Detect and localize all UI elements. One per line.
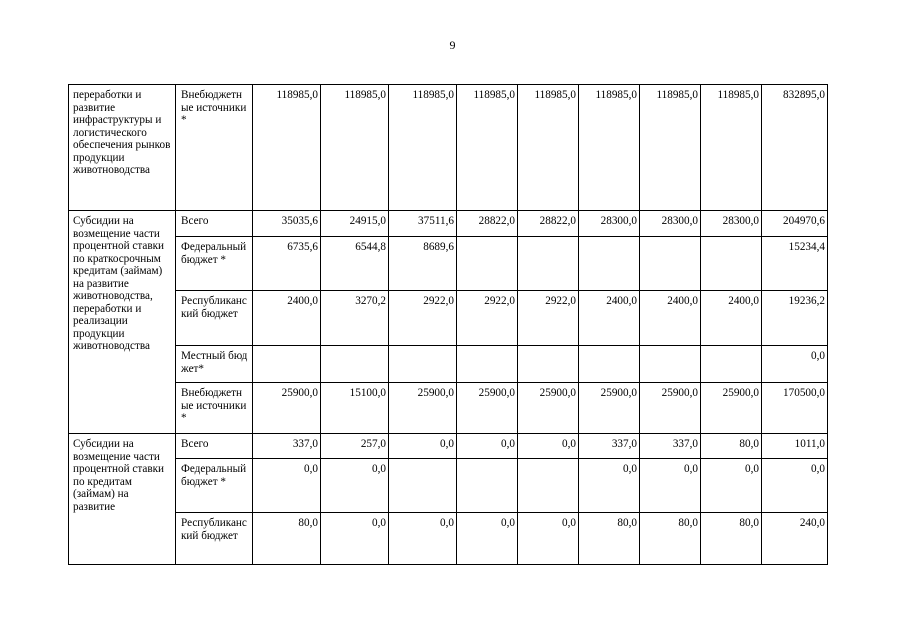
value-cell: 3270,2 (321, 291, 389, 346)
budget-table (68, 84, 828, 565)
total-value-cell: 15234,4 (762, 237, 828, 291)
funding-source-cell: Внебюджетные источники* (176, 383, 253, 434)
value-cell: 6544,8 (321, 237, 389, 291)
funding-source-cell: Республиканский бюджет (176, 513, 253, 565)
funding-source-cell: Внебюджетные источники* (176, 85, 253, 211)
table-row (69, 237, 828, 291)
table-body (69, 85, 828, 565)
funding-source-cell: Всего (176, 211, 253, 237)
value-cell: 118985,0 (518, 85, 579, 211)
total-value-cell: 1011,0 (762, 434, 828, 459)
table-row (69, 513, 828, 565)
total-value-cell: 240,0 (762, 513, 828, 565)
value-cell: 28300,0 (579, 211, 640, 237)
value-cell (701, 237, 762, 291)
value-cell: 0,0 (457, 513, 518, 565)
funding-source-cell: Федеральный бюджет * (176, 237, 253, 291)
funding-source-cell: Федеральный бюджет * (176, 459, 253, 513)
value-cell: 2922,0 (518, 291, 579, 346)
value-cell (253, 346, 321, 383)
value-cell: 2400,0 (253, 291, 321, 346)
value-cell: 0,0 (518, 513, 579, 565)
value-cell: 0,0 (321, 459, 389, 513)
value-cell: 2922,0 (389, 291, 457, 346)
measure-name-cell: Субсидии на возмещение части процентной ставки по краткосрочным кредитам (займам) на развитие животноводства, переработки и реализации продукции животноводства (69, 211, 176, 434)
value-cell: 118985,0 (640, 85, 701, 211)
value-cell: 257,0 (321, 434, 389, 459)
value-cell: 0,0 (579, 459, 640, 513)
value-cell: 118985,0 (457, 85, 518, 211)
value-cell: 80,0 (253, 513, 321, 565)
value-cell: 15100,0 (321, 383, 389, 434)
total-value-cell: 0,0 (762, 459, 828, 513)
value-cell: 25900,0 (389, 383, 457, 434)
value-cell (579, 237, 640, 291)
value-cell (701, 346, 762, 383)
page-number: 9 (449, 38, 456, 52)
value-cell: 118985,0 (389, 85, 457, 211)
value-cell: 25900,0 (579, 383, 640, 434)
value-cell: 2922,0 (457, 291, 518, 346)
funding-source-cell: Республиканский бюджет (176, 291, 253, 346)
value-cell: 28822,0 (457, 211, 518, 237)
total-value-cell: 832895,0 (762, 85, 828, 211)
value-cell: 35035,6 (253, 211, 321, 237)
value-cell: 2400,0 (701, 291, 762, 346)
table-row (69, 434, 828, 459)
value-cell: 25900,0 (701, 383, 762, 434)
value-cell: 337,0 (579, 434, 640, 459)
total-value-cell: 19236,2 (762, 291, 828, 346)
value-cell (457, 346, 518, 383)
total-value-cell: 170500,0 (762, 383, 828, 434)
value-cell (579, 346, 640, 383)
table-row (69, 211, 828, 237)
table-row (69, 291, 828, 346)
value-cell: 80,0 (579, 513, 640, 565)
value-cell: 0,0 (640, 459, 701, 513)
value-cell (457, 237, 518, 291)
value-cell: 80,0 (701, 434, 762, 459)
measure-name-cell: Субсидии на возмещение части процентной ставки по кредитам (займам) на развитие (69, 434, 176, 565)
value-cell: 28300,0 (640, 211, 701, 237)
value-cell: 0,0 (457, 434, 518, 459)
value-cell (518, 459, 579, 513)
value-cell: 118985,0 (579, 85, 640, 211)
value-cell: 118985,0 (321, 85, 389, 211)
value-cell (321, 346, 389, 383)
value-cell: 2400,0 (640, 291, 701, 346)
value-cell: 0,0 (253, 459, 321, 513)
value-cell (457, 459, 518, 513)
measure-name-cell: переработки и развитие инфраструктуры и логистического обеспечения рынков продукции животноводства (69, 85, 176, 211)
value-cell: 25900,0 (640, 383, 701, 434)
value-cell: 80,0 (640, 513, 701, 565)
value-cell (518, 346, 579, 383)
value-cell (518, 237, 579, 291)
total-value-cell: 204970,6 (762, 211, 828, 237)
value-cell: 37511,6 (389, 211, 457, 237)
value-cell: 0,0 (518, 434, 579, 459)
value-cell: 337,0 (640, 434, 701, 459)
value-cell: 0,0 (389, 434, 457, 459)
value-cell: 28300,0 (701, 211, 762, 237)
funding-source-cell: Всего (176, 434, 253, 459)
table-row (69, 383, 828, 434)
value-cell: 28822,0 (518, 211, 579, 237)
value-cell: 118985,0 (253, 85, 321, 211)
value-cell: 25900,0 (457, 383, 518, 434)
value-cell: 0,0 (321, 513, 389, 565)
value-cell: 337,0 (253, 434, 321, 459)
value-cell: 2400,0 (579, 291, 640, 346)
value-cell (640, 237, 701, 291)
funding-source-cell: Местный бюджет* (176, 346, 253, 383)
table-row (69, 459, 828, 513)
table-row (69, 85, 828, 211)
value-cell (389, 459, 457, 513)
value-cell: 24915,0 (321, 211, 389, 237)
table-row (69, 346, 828, 383)
value-cell: 0,0 (389, 513, 457, 565)
value-cell (389, 346, 457, 383)
value-cell: 25900,0 (253, 383, 321, 434)
value-cell: 118985,0 (701, 85, 762, 211)
value-cell: 6735,6 (253, 237, 321, 291)
value-cell: 8689,6 (389, 237, 457, 291)
value-cell: 0,0 (701, 459, 762, 513)
value-cell: 80,0 (701, 513, 762, 565)
value-cell (640, 346, 701, 383)
total-value-cell: 0,0 (762, 346, 828, 383)
value-cell: 25900,0 (518, 383, 579, 434)
